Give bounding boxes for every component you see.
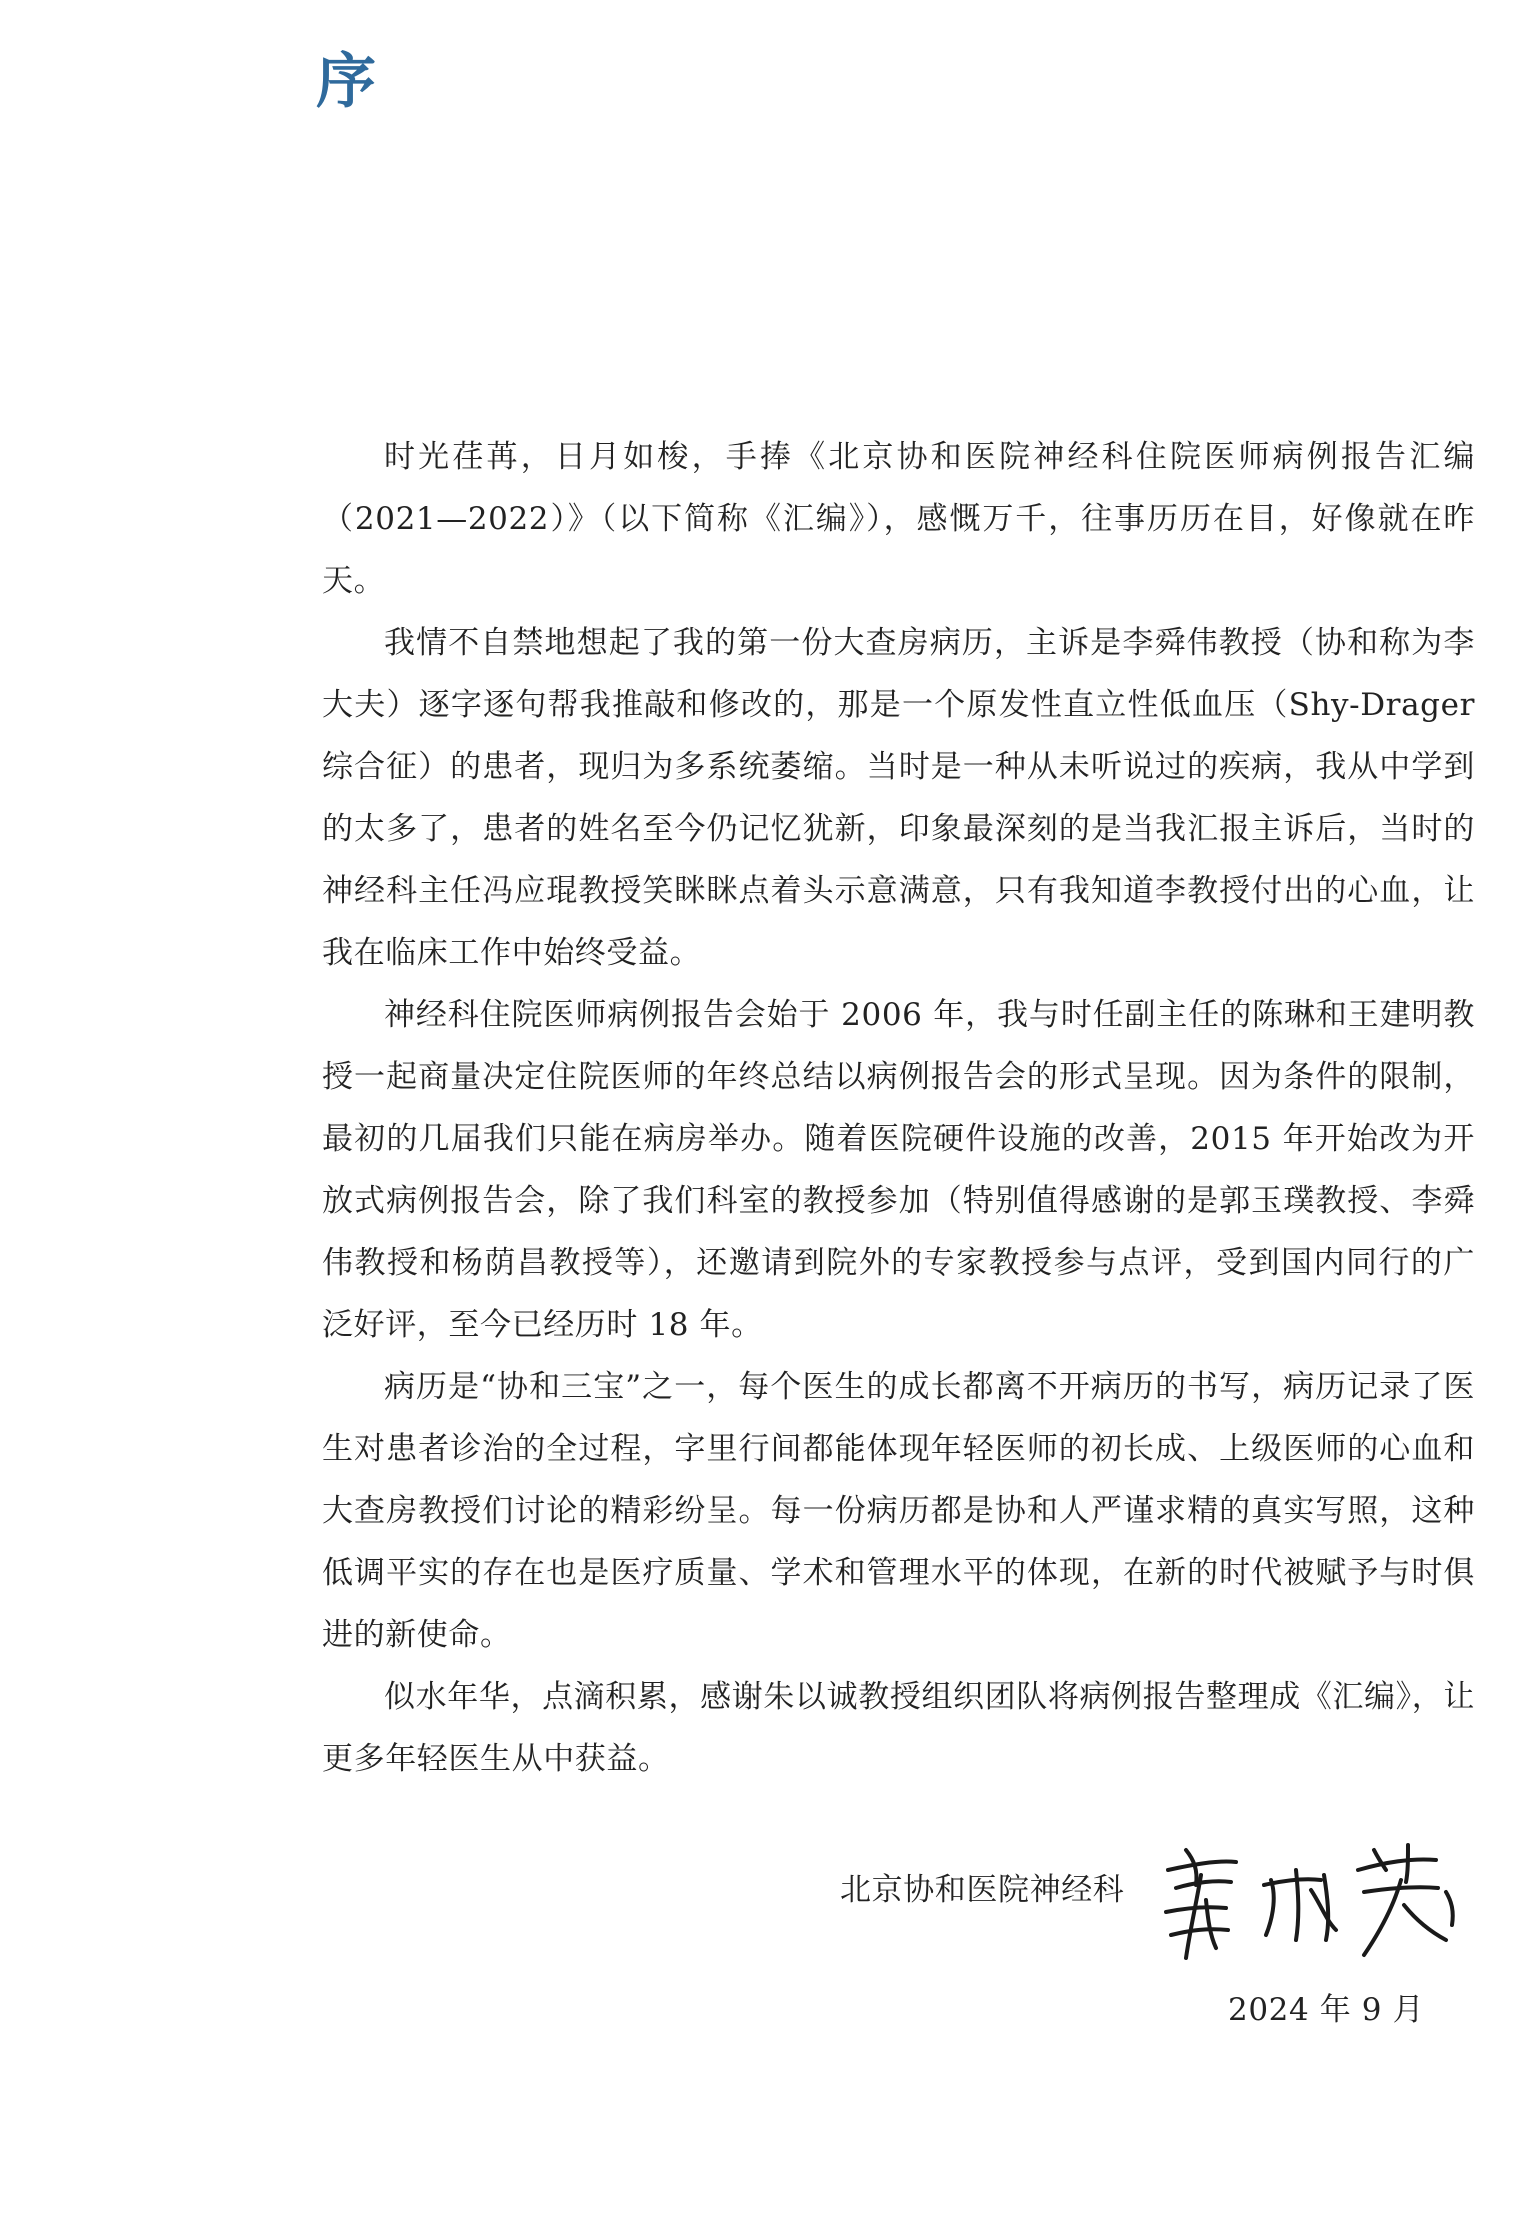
signoff [840, 1850, 1480, 1960]
handwritten-signature [1146, 1830, 1466, 1970]
paragraph-1: 时光荏苒，日月如梭，手捧《北京协和医院神经科住院医师病例报告汇编（2021—2022）》（以下简称《汇编》），感慨万千，往事历历在目，好像就在昨天。 [322, 439, 1475, 599]
paragraph-5: 似水年华，点滴积累，感谢朱以诚教授组织团队将病例报告整理成《汇编》，让更多年轻医生从中获益。 [322, 1679, 1475, 1777]
department-name: 北京协和医院神经科 [840, 1872, 1125, 1908]
paragraph-3: 神经科住院医师病例报告会始于 2006 年，我与时任副主任的陈琳和王建明教授一起商量决定住院医师的年终总结以病例报告会的形式呈现。因为条件的限制，最初的几届我们只能在病房举办。随着医院硬件设施的改善，2015 年开始改为开放式病例报告会，除了我们科室的教授参加（特别值得感谢的是郭玉璞教授、李舜伟教授和杨荫昌教授等），还邀请到院外的专家教授参与点评，受到国内同行的广泛好评，至今已经历时 18 年。 [322, 997, 1475, 1343]
date: 2024 年 9 月 [1228, 1992, 1425, 2028]
preface-body [322, 426, 1475, 1790]
paragraph-2: 我情不自禁地想起了我的第一份大查房病历，主诉是李舜伟教授（协和称为李大夫）逐字逐句帮我推敲和修改的，那是一个原发性直立性低血压（Shy-Drager 综合征）的患者，现归为多系统萎缩。当时是一种从未听说过的疾病，我从中学到的太多了，患者的姓名至今仍记忆犹新，印象最深刻的是当我汇报主诉后，当时的神经科主任冯应琨教授笑眯眯点着头示意满意，只有我知道李教授付出的心血，让我在临床工作中始终受益。 [322, 625, 1475, 971]
page-title: 序 [316, 47, 376, 117]
paragraph-4: 病历是“协和三宝”之一，每个医生的成长都离不开病历的书写，病历记录了医生对患者诊治的全过程，字里行间都能体现年轻医师的初长成、上级医师的心血和大查房教授们讨论的精彩纷呈。每一份病历都是协和人严谨求精的真实写照，这种低调平实的存在也是医疗质量、学术和管理水平的体现，在新的时代被赋予与时俱进的新使命。 [322, 1369, 1475, 1653]
